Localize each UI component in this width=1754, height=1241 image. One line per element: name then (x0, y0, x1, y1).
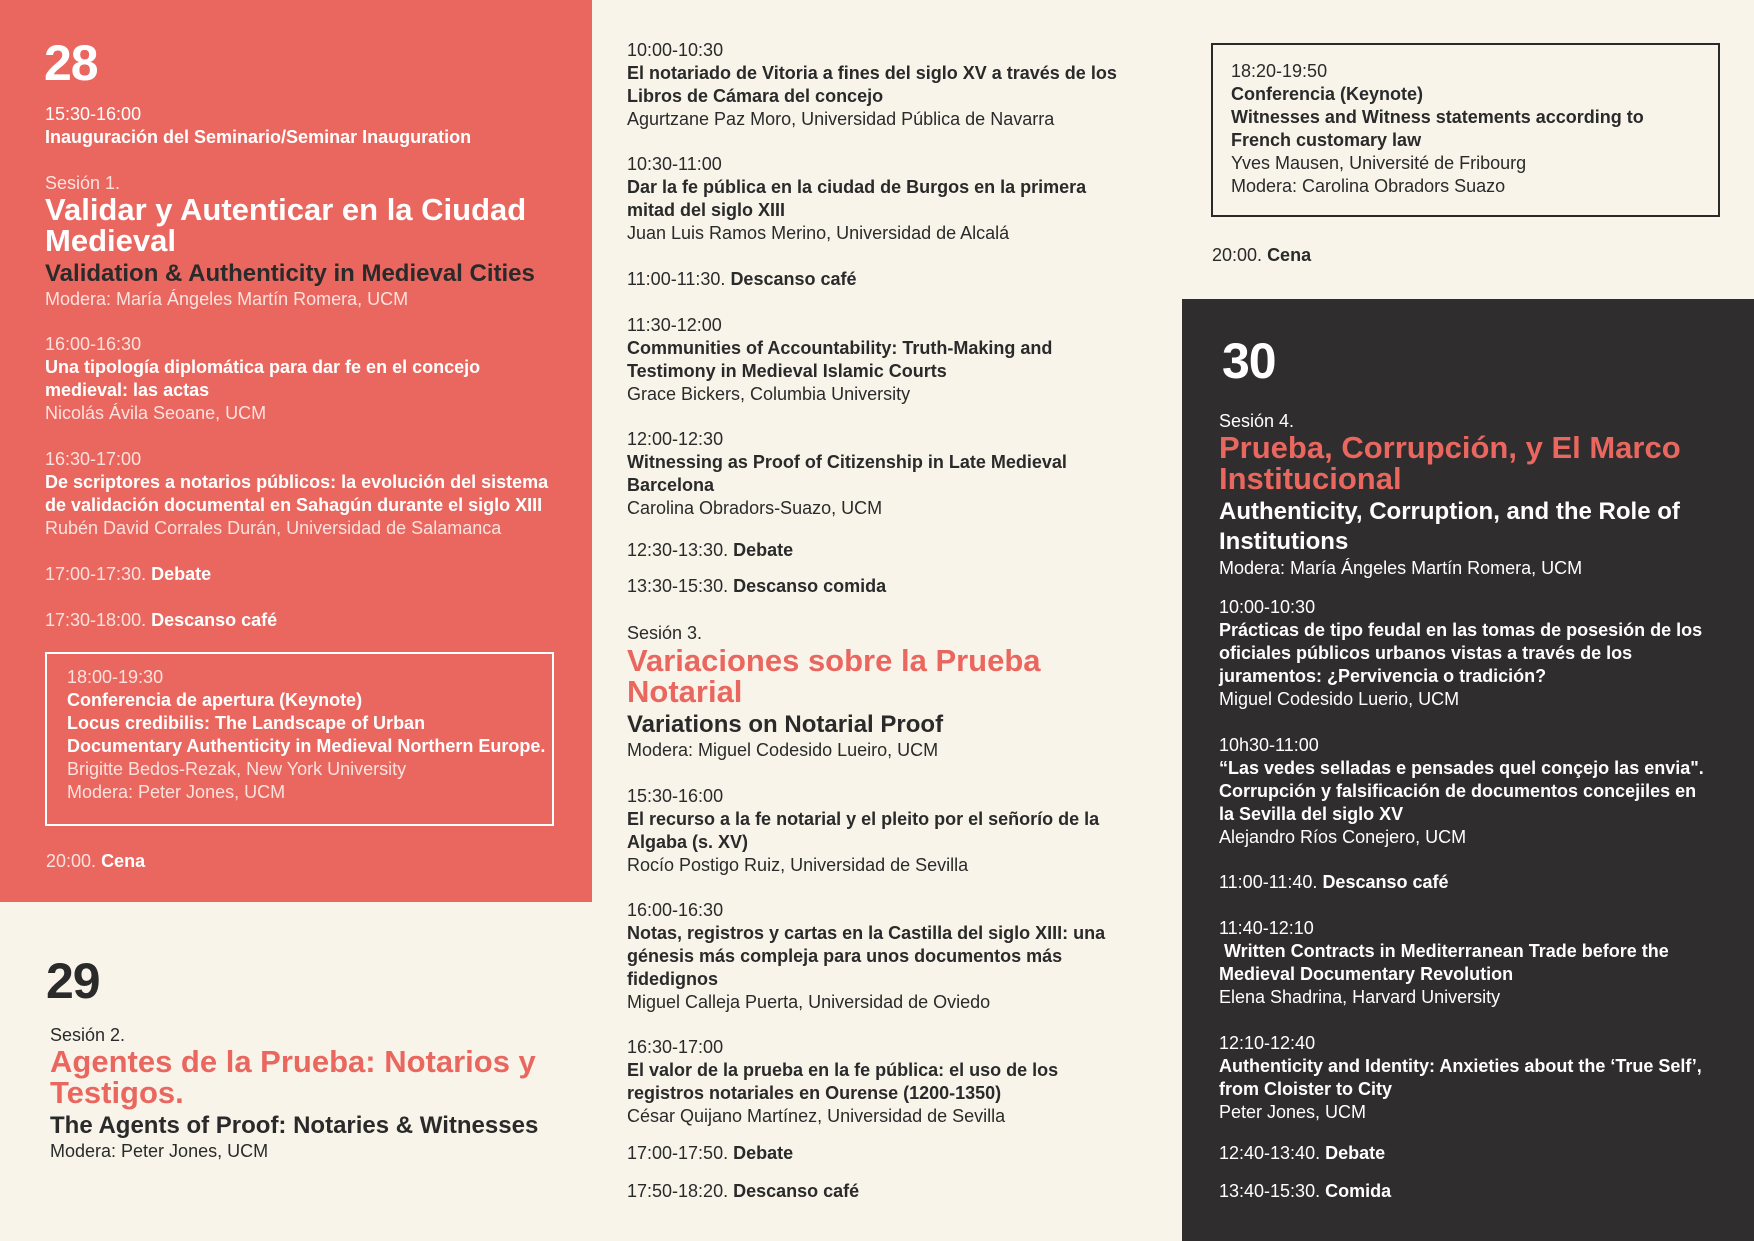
talk-item: 16:30-17:00 El valor de la prueba en la fe pública: el uso de los registros notariales en Ourense (1200-1350) César Quijano Martínez, Universidad de Sevilla (627, 1037, 1059, 1126)
coffee-break-item: 17:50-18:20. Descanso café (627, 1181, 860, 1201)
session-1-label: Sesión 1. (45, 173, 121, 193)
talk-item: 16:00-16:30 Una tipología diplomática para dar fe en el concejo medieval: las actas Nicolás Ávila Seoane, UCM (45, 334, 481, 423)
session-3-label: Sesión 3. (627, 623, 703, 643)
session-3-moderator: Modera: Miguel Codesido Lueiro, UCM (627, 740, 939, 760)
talk-item: 12:10-12:40 Authenticity and Identity: Anxieties about the ‘True Self’, from Cloister to City Peter Jones, UCM (1219, 1033, 1702, 1122)
session-1-title: Validar y Autenticar en la Ciudad Medieval (45, 192, 527, 258)
session-4-subtitle: Authenticity, Corruption, and the Role of Institutions (1219, 498, 1680, 555)
session-3-title: Variaciones sobre la Prueba Notarial (627, 643, 1041, 709)
inauguration-title: Inauguración del Seminario/Seminar Inauguration (45, 127, 472, 147)
lunch-break-item: 13:40-15:30. Comida (1219, 1181, 1392, 1201)
keynote-content: 18:00-19:30 Conferencia de apertura (Keynote) Locus credibilis: The Landscape of Urban Documentary Authenticity in Medieval Northern Europe. Brigitte Bedos-Rezak, New York University Modera: Peter Jones, UCM (67, 667, 546, 802)
session-2-title: Agentes de la Prueba: Notarios y Testigos. (50, 1044, 536, 1110)
session-1-subtitle: Validation & Authenticity in Medieval Cities (45, 260, 535, 287)
talk-item: 16:30-17:00 De scriptores a notarios públicos: la evolución del sistema de validación documental en Sahagún durante el siglo XIII Rubén David Corrales Durán, Universidad de Salamanca (45, 449, 549, 538)
day-29-number: 29 (46, 953, 100, 1009)
day-30-number: 30 (1222, 333, 1276, 389)
session-2-moderator: Modera: Peter Jones, UCM (50, 1141, 269, 1161)
lunch-break-item: 13:30-15:30. Descanso comida (627, 576, 887, 596)
talk-item: 11:40-12:10 Written Contracts in Mediterranean Trade before the Medieval Documentary Revolution Elena Shadrina, Harvard University (1219, 918, 1669, 1007)
talk-item: 11:30-12:00 Communities of Accountability: Truth-Making and Testimony in Medieval Islamic Courts Grace Bickers, Columbia University (627, 315, 1053, 404)
talk-item: 10:00-10:30 Prácticas de tipo feudal en las tomas de posesión de los oficiales públicos urbanos vistas a través de los juramentos: ¿Pervivencia o tradición? Miguel Codesido Luerio, UCM (1219, 597, 1703, 709)
session-3-subtitle: Variations on Notarial Proof (627, 711, 944, 738)
coffee-break-item: 11:00-11:30. Descanso café (627, 269, 857, 289)
inauguration-time: 15:30-16:00 (45, 104, 142, 124)
talk-item: 10:30-11:00 Dar la fe pública en la ciudad de Burgos en la primera mitad del siglo XIII Juan Luis Ramos Merino, Universidad de Alcalá (627, 154, 1087, 243)
keynote-content: 18:20-19:50 Conferencia (Keynote) Witnesses and Witness statements according to French customary law Yves Mausen, Université de Fribourg Modera: Carolina Obradors Suazo (1231, 61, 1644, 196)
talk-item: 10h30-11:00 “Las vedes selladas e pensades quel conçejo las envia". Corrupción y falsificación de documentos concejiles en la Sevilla del siglo XV Alejandro Ríos Conejero, UCM (1219, 735, 1704, 847)
talk-item: 15:30-16:00 El recurso a la fe notarial y el pleito por el señorío de la Algaba (s. XV) Rocío Postigo Ruiz, Universidad de Sevilla (627, 786, 1100, 875)
debate-item: 12:30-13:30. Debate (627, 540, 794, 560)
dinner-item: 20:00. Cena (46, 851, 146, 871)
dinner-item: 20:00. Cena (1212, 245, 1312, 265)
session-4-label: Sesión 4. (1219, 411, 1295, 431)
coffee-break-item: 11:00-11:40. Descanso café (1219, 872, 1449, 892)
session-2-subtitle: The Agents of Proof: Notaries & Witnesses (50, 1112, 539, 1139)
session-2-label: Sesión 2. (50, 1025, 126, 1045)
coffee-break-item: 17:30-18:00. Descanso café (45, 610, 278, 630)
talk-item: 12:00-12:30 Witnessing as Proof of Citizenship in Late Medieval Barcelona Carolina Obradors-Suazo, UCM (627, 429, 1067, 518)
session-1-moderator: Modera: María Ángeles Martín Romera, UCM (45, 289, 409, 309)
talk-item: 10:00-10:30 El notariado de Vitoria a fines del siglo XV a través de los Libros de Cámara del concejo Agurtzane Paz Moro, Universidad Pública de Navarra (627, 40, 1117, 129)
session-4-moderator: Modera: María Ángeles Martín Romera, UCM (1219, 558, 1583, 578)
session-4-title: Prueba, Corrupción, y El Marco Institucional (1219, 430, 1681, 496)
debate-item: 17:00-17:50. Debate (627, 1143, 794, 1163)
debate-item: 17:00-17:30. Debate (45, 564, 212, 584)
talk-item: 16:00-16:30 Notas, registros y cartas en la Castilla del siglo XIII: una génesis más compleja para unos documentos más fidedignos Miguel Calleja Puerta, Universidad de Oviedo (627, 900, 1106, 1012)
day-28-number: 28 (44, 35, 98, 91)
debate-item: 12:40-13:40. Debate (1219, 1143, 1386, 1163)
